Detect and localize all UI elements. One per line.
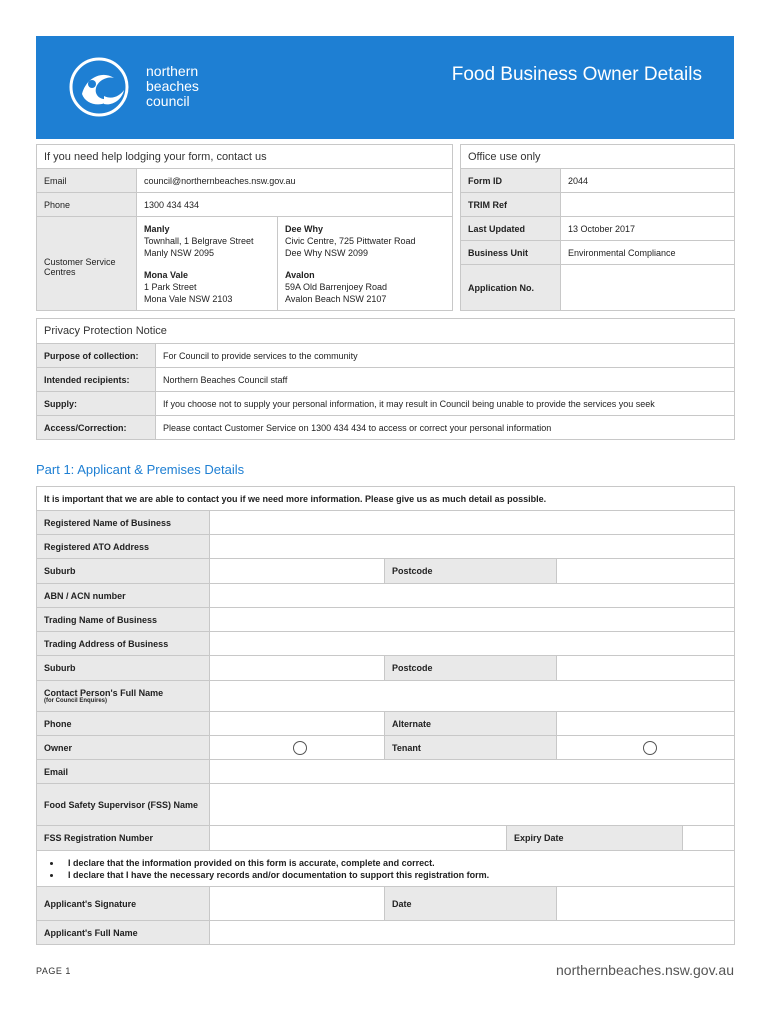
declarations — [37, 851, 735, 887]
registered-ato-input[interactable] — [210, 535, 735, 559]
footer-url[interactable]: northernbeaches.nsw.gov.au — [556, 962, 734, 978]
privacy-heading: Privacy Protection Notice — [37, 319, 735, 344]
centre-line: Mona Vale NSW 2103 — [144, 293, 233, 304]
centre-name: Dee Why — [285, 223, 324, 234]
phone-label: Phone — [37, 193, 137, 217]
email-label: Email — [37, 760, 210, 784]
alternate-input[interactable] — [557, 712, 735, 736]
signature-label: Applicant's Signature — [37, 887, 210, 921]
fss-name-input[interactable] — [210, 784, 735, 826]
registered-name-label: Registered Name of Business — [37, 511, 210, 535]
email-value[interactable]: council@northernbeaches.nsw.gov.au — [137, 169, 453, 193]
application-no-label: Application No. — [461, 265, 561, 311]
postcode2-label: Postcode — [385, 656, 557, 681]
logo-line-1: northern — [146, 63, 199, 79]
contact-table — [36, 144, 453, 311]
part1-title: Part 1: Applicant & Premises Details — [36, 462, 245, 477]
full-name-label: Applicant's Full Name — [37, 921, 210, 945]
registered-ato-label: Registered ATO Address — [37, 535, 210, 559]
signature-input[interactable] — [210, 887, 385, 921]
centre-name: Avalon — [285, 269, 315, 280]
business-unit-value: Environmental Compliance — [561, 241, 735, 265]
tenant-radio-cell[interactable] — [557, 736, 735, 760]
owner-radio-cell[interactable] — [210, 736, 385, 760]
suburb2-input[interactable] — [210, 656, 385, 681]
privacy-access-label: Access/Correction: — [37, 416, 156, 440]
form-id-value: 2044 — [561, 169, 735, 193]
tenant-radio[interactable] — [643, 741, 657, 755]
trading-address-label: Trading Address of Business — [37, 632, 210, 656]
centre-name: Mona Vale — [144, 269, 189, 280]
declaration-item: • I declare that I have the necessary records and/or documentation to support this registration form. — [62, 869, 727, 881]
expiry-label: Expiry Date — [507, 826, 683, 851]
date-label: Date — [385, 887, 557, 921]
date-input[interactable] — [557, 887, 735, 921]
privacy-table — [36, 318, 735, 440]
trading-name-input[interactable] — [210, 608, 735, 632]
centre-name: Manly — [144, 223, 170, 234]
suburb-label: Suburb — [37, 559, 210, 584]
contact-heading: If you need help lodging your form, contact us — [37, 145, 453, 169]
email-label: Email — [37, 169, 137, 193]
centre-line: Avalon Beach NSW 2107 — [285, 293, 387, 304]
business-unit-label: Business Unit — [461, 241, 561, 265]
email-input[interactable] — [210, 760, 735, 784]
centre-line: 1 Park Street — [144, 281, 197, 292]
centre-column-1 — [137, 217, 278, 311]
full-name-input[interactable] — [210, 921, 735, 945]
last-updated-label: Last Updated — [461, 217, 561, 241]
part1-intro: It is important that we are able to contact you if we need more information. Please give us as much detail as possible. — [37, 487, 735, 511]
centre-line: Manly NSW 2095 — [144, 247, 215, 258]
privacy-supply-label: Supply: — [37, 392, 156, 416]
logo-line-3: council — [146, 93, 190, 109]
applicant-table — [36, 486, 735, 945]
centre-line: Townhall, 1 Belgrave Street — [144, 235, 254, 246]
centre-line: 59A Old Barrenjoey Road — [285, 281, 388, 292]
trading-address-input[interactable] — [210, 632, 735, 656]
office-use-table — [460, 144, 735, 311]
postcode-label: Postcode — [385, 559, 557, 584]
logo-line-2: beaches — [146, 78, 199, 94]
postcode2-input[interactable] — [557, 656, 735, 681]
application-no-value[interactable] — [561, 265, 735, 311]
contact-person-note: (for Council Enquires) — [44, 698, 107, 704]
page-title: Food Business Owner Details — [451, 64, 702, 85]
postcode-input[interactable] — [557, 559, 735, 584]
page-number: PAGE 1 — [36, 966, 71, 976]
owner-radio[interactable] — [293, 741, 307, 755]
suburb2-label: Suburb — [37, 656, 210, 681]
declaration-item: • I declare that the information provided on this form is accurate, complete and correct. — [62, 857, 727, 869]
alternate-label: Alternate — [385, 712, 557, 736]
contact-person-input[interactable] — [210, 681, 735, 712]
centres-label: Customer Service Centres — [37, 217, 137, 311]
privacy-purpose-value: For Council to provide services to the community — [156, 344, 735, 368]
council-logo-icon — [68, 56, 130, 118]
privacy-supply-value: If you choose not to supply your personal information, it may result in Council being unable to provide the services you seek — [156, 392, 735, 416]
fss-reg-label: FSS Registration Number — [37, 826, 210, 851]
expiry-input[interactable] — [683, 826, 735, 851]
phone-input[interactable] — [210, 712, 385, 736]
fss-reg-input[interactable] — [210, 826, 507, 851]
privacy-recipients-label: Intended recipients: — [37, 368, 156, 392]
centre-column-2 — [278, 217, 453, 311]
trim-ref-label: TRIM Ref — [461, 193, 561, 217]
header-banner — [36, 36, 734, 139]
privacy-recipients-value: Northern Beaches Council staff — [156, 368, 735, 392]
centre-line: Dee Why NSW 2099 — [285, 247, 369, 258]
last-updated-value: 13 October 2017 — [561, 217, 735, 241]
form-id-label: Form ID — [461, 169, 561, 193]
privacy-purpose-label: Purpose of collection: — [37, 344, 156, 368]
centre-line: Civic Centre, 725 Pittwater Road — [285, 235, 416, 246]
abn-input[interactable] — [210, 584, 735, 608]
registered-name-input[interactable] — [210, 511, 735, 535]
contact-person-text: Contact Person's Full Name — [44, 688, 164, 698]
phone-label: Phone — [37, 712, 210, 736]
phone-value: 1300 434 434 — [137, 193, 453, 217]
logo-wordmark — [146, 64, 199, 109]
owner-label: Owner — [37, 736, 210, 760]
suburb-input[interactable] — [210, 559, 385, 584]
trading-name-label: Trading Name of Business — [37, 608, 210, 632]
office-heading: Office use only — [461, 145, 735, 169]
fss-name-label: Food Safety Supervisor (FSS) Name — [37, 784, 210, 826]
abn-label: ABN / ACN number — [37, 584, 210, 608]
contact-person-label — [37, 681, 210, 712]
tenant-label: Tenant — [385, 736, 557, 760]
trim-ref-value[interactable] — [561, 193, 735, 217]
privacy-access-value: Please contact Customer Service on 1300 434 434 to access or correct your personal information — [156, 416, 735, 440]
